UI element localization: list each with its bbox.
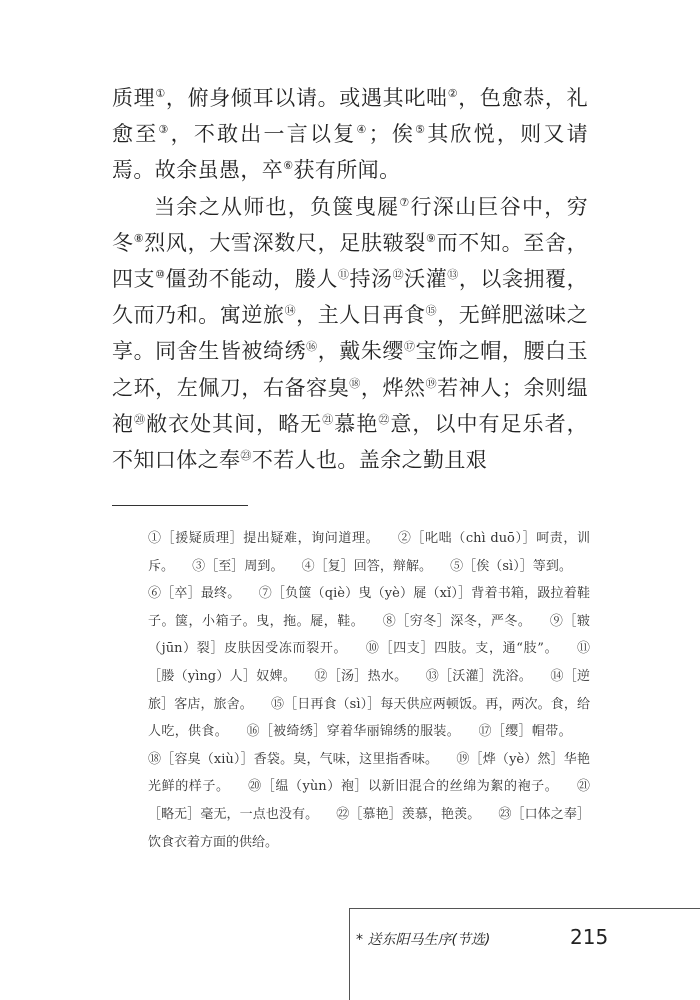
footnote-16: ⑯［被绮绣］穿着华丽锦绣的服装。 <box>246 724 461 740</box>
footnote-8: ⑧［穷冬］深冬，严冬。 <box>382 613 532 629</box>
footnote-18: ⑱［容臭（xiù）］香袋。臭，气味，这里指香味。 <box>148 751 439 767</box>
text: 而不知。至舍，四支 <box>112 230 589 292</box>
footer-horizontal-rule <box>349 908 700 909</box>
footnote-4: ④［复］回答，辩解。 <box>301 558 433 574</box>
text: ，不敢出一言以复 <box>170 122 357 147</box>
footnote-divider <box>112 505 248 506</box>
text: 持汤 <box>349 267 393 292</box>
text: 慕艳 <box>334 411 379 436</box>
footnote-1: ①［援疑质理］提出疑难，询问道理。 <box>148 531 380 546</box>
footnote-ref[interactable]: ⑪ <box>337 268 350 282</box>
text: ，戴朱缨 <box>317 339 405 364</box>
footnote-22: ㉒［慕艳］羡慕，艳羡。 <box>336 806 481 822</box>
footnote-19: ⑲［烨（yè）然］华艳光鲜的样子。 <box>148 751 590 795</box>
footnote-7: ⑦［负箧（qiè）曳（yè）屣（xǐ）］背着书箱，趿拉着鞋子。箧，小箱子。曳，拖。屣，鞋。 <box>148 586 590 629</box>
text: 僵劲不能动，媵人 <box>165 267 338 292</box>
text: 获有所闻。 <box>293 158 401 183</box>
footnote-ref[interactable]: ⑭ <box>284 304 297 318</box>
footnote-5: ⑤［俟（sì）］等到。 <box>450 558 572 574</box>
text: 沃灌 <box>404 267 448 292</box>
footnote-3: ③［至］周到。 <box>192 558 284 574</box>
footnote-ref[interactable]: ⑮ <box>425 304 438 318</box>
text: 意，以中有足乐者，不知口体之奉 <box>112 411 588 473</box>
footnote-ref[interactable]: ⑫ <box>392 268 405 282</box>
paragraph-2 <box>112 189 588 479</box>
footnote-ref[interactable]: ③ <box>158 123 171 137</box>
source-title: * 送东阳马生序(节选) <box>356 932 491 948</box>
footnote-ref[interactable]: ⑥ <box>283 159 294 173</box>
footnote-ref[interactable]: ① <box>155 87 166 100</box>
footnote-21: ㉑［略无］毫无，一点也没有。 <box>148 779 590 822</box>
text: ，色愈恭，礼愈至 <box>112 86 589 147</box>
paragraph-1 <box>112 80 588 189</box>
text: 其欣悦，则又请焉。故余虽愚，卒 <box>112 122 589 183</box>
footnote-ref[interactable]: ⑬ <box>447 268 459 282</box>
footnote-6: ⑥［卒］最终。 <box>148 586 241 602</box>
footnote-ref[interactable]: ⑧ <box>133 231 145 245</box>
footnote-13: ⑬［沃灌］洗浴。 <box>425 668 533 684</box>
footnote-ref[interactable]: ④ <box>356 123 369 137</box>
footnote-ref[interactable]: ⑲ <box>425 376 438 390</box>
footnote-ref[interactable]: ⑱ <box>349 376 361 390</box>
footnote-ref[interactable]: ⑩ <box>155 268 166 282</box>
text: ，无鲜肥滋味之享。同舍生皆被绮绣 <box>112 303 588 364</box>
footnote-ref[interactable]: ㉒ <box>378 412 391 426</box>
footnote-11: ⑪［媵（yìng）人］奴婢。 <box>148 641 590 684</box>
text: 若神人；余则缊袍 <box>112 375 588 436</box>
footnote-20: ⑳［缊（yùn）袍］以新旧混合的丝绵为絮的袍子。 <box>247 779 559 795</box>
footnote-ref[interactable]: ⑳ <box>134 412 147 426</box>
text: 烈风，大雪深数尺，足肤皲裂 <box>144 230 427 255</box>
footnote-14: ⑭［逆旅］客店，旅舍。 <box>148 668 590 712</box>
footnote-12: ⑫［汤］热水。 <box>314 668 408 684</box>
footnote-2: ②［叱咄（chì duō）］呵责，训斥。 <box>148 531 590 574</box>
footnote-ref[interactable]: ⑤ <box>415 123 428 137</box>
text: 敝衣处其间，略无 <box>146 411 323 436</box>
footnotes <box>148 525 590 856</box>
text: ，俯身倾耳以请。或遇其叱咄 <box>165 86 448 110</box>
footnote-17: ⑰［缨］帽带。 <box>478 724 572 740</box>
footnote-9: ⑨［皲（jūn）裂］皮肤因受冻而裂开。 <box>148 613 590 657</box>
page-number: 215 <box>570 925 609 949</box>
footnote-ref[interactable]: ⑰ <box>404 340 416 354</box>
text: 行深山巨谷中，穷冬 <box>112 194 589 255</box>
main-text <box>112 80 588 478</box>
text: 宝饰之帽，腰白玉之环，左佩刀，右备容臭 <box>112 339 588 400</box>
footnote-ref[interactable]: ② <box>447 87 459 100</box>
footnote-ref[interactable]: ㉑ <box>322 412 335 426</box>
footnote-23: ㉓［口体之奉］饮食衣着方面的供给。 <box>148 806 590 850</box>
footnote-ref[interactable]: ⑦ <box>399 195 411 209</box>
footnote-ref[interactable]: ⑯ <box>306 340 318 354</box>
text: ，主人日再食 <box>296 303 426 328</box>
footnote-ref[interactable]: ⑨ <box>426 231 437 245</box>
text: 当余之从师也，负箧曳屣 <box>154 194 400 219</box>
footnote-15: ⑮［日再食（sì）］每天供应两顿饭。再，两次。食，给人吃，供食。 <box>148 696 590 740</box>
footer-vertical-rule <box>349 908 350 1000</box>
text: ，烨然 <box>360 375 426 400</box>
text: 质理 <box>112 86 156 110</box>
text: 不若人也。盖余之勤且艰 <box>251 448 488 473</box>
footnote-ref[interactable]: ㉓ <box>240 449 252 463</box>
text: ，以衾拥覆，久而乃和。寓逆旅 <box>112 267 588 328</box>
text: ；俟 <box>368 122 416 147</box>
footnote-10: ⑩［四支］四肢。支，通“肢”。 <box>365 641 559 657</box>
